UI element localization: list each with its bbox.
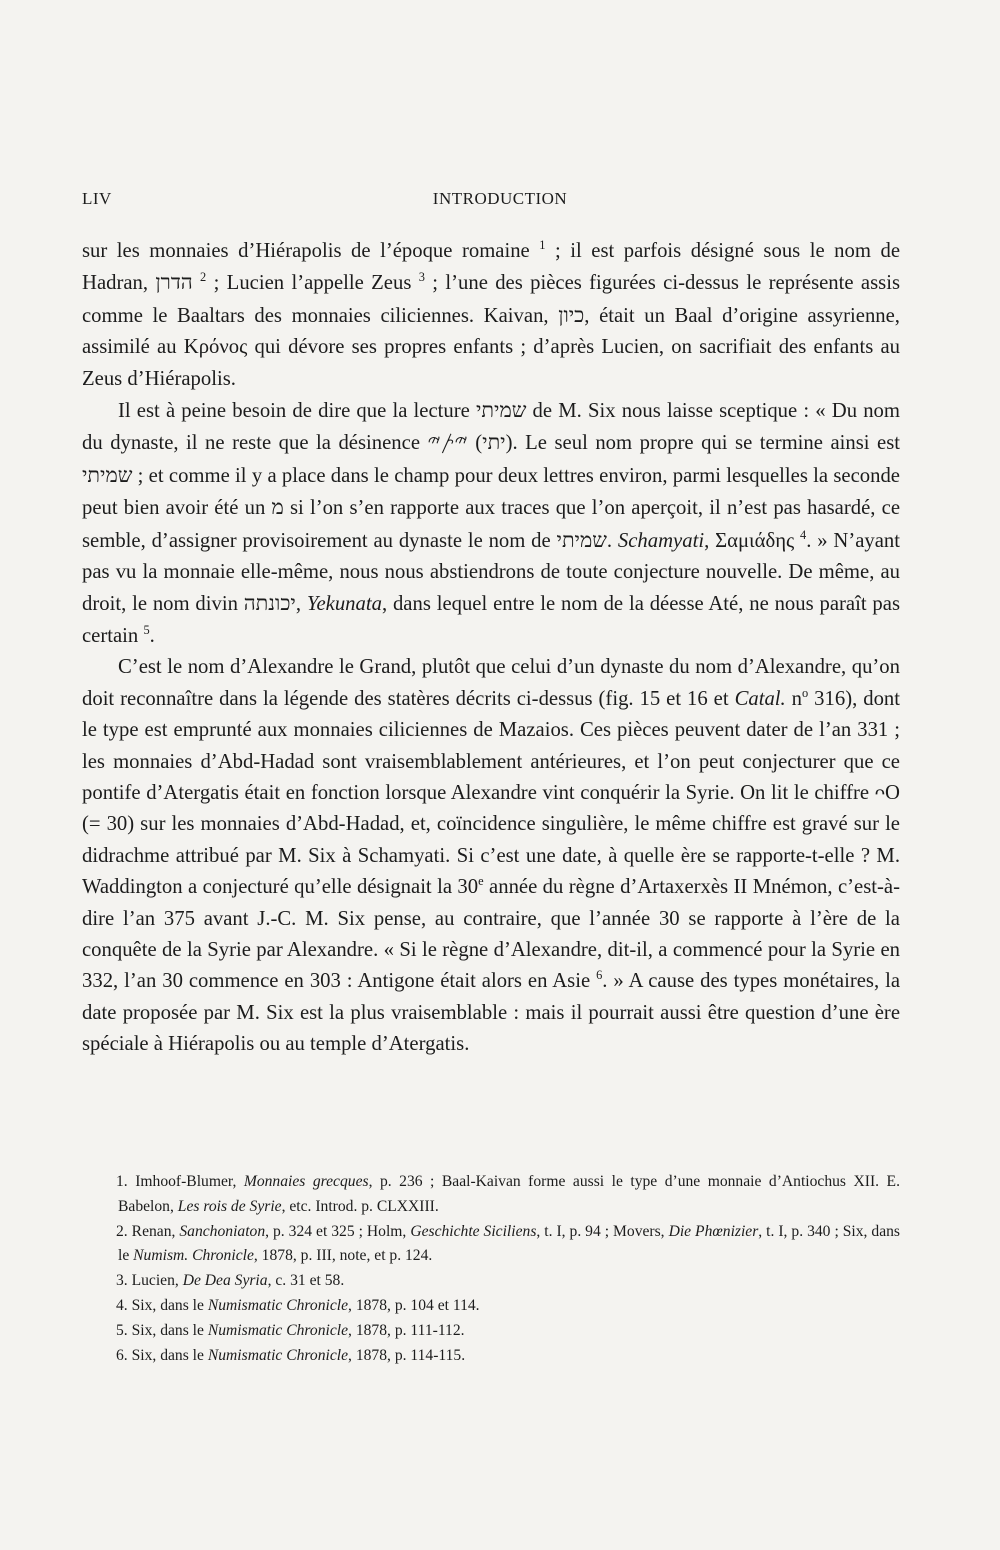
footnote-1: 1. Imhoof-Blumer, Monnaies grecques, p. 236 ; Baal-Kaivan forme aussi le type d’une monnaie d’Antiochus XII. E. Babelon, Les rois de Syrie, etc. Introd. p. CLXXIII.	[116, 1173, 900, 1215]
paragraph-3: C’est le nom d’Alexandre le Grand, plutôt que celui d’un dynaste du nom d’Alexandre, qu’on doit reconnaître dans la légende des statères décrits ci-dessus (fig. 15 et 16 et Catal. $n^o$ 316), dont le type est emprunté aux monnaies ciliciennes de Mazaios. Ces pièces peuvent dater de l’an 331 ; les monnaies d’Abd-Hadad sont vraisemblablement antérieures, et l’on peut conjecturer que ce pontife d’Atergatis était en fonction lorsque Alexandre vint conquérir la Syrie. On lit le chiffre ᴖO (= 30) sur les monnaies d’Abd-Hadad, et, coïncidence singulière, le même chiffre est gravé sur le didrachme attribué par M. Six à Schamyati. Si c’est une date, à quelle ère se rapporte-t-elle ? M. Waddington a conjecturé qu’elle désignait la 30e année du règne d’Artaxerxès II Mnémon, c’est-à-dire l’an 375 avant J.-C. M. Six pense, au contraire, que l’année 30 se rapporte à l’ère de la conquête de la Syrie par Alexandre. « Si le règne d’Alexandre, dit-il, a commencé pour la Syrie en 332, l’an 30 commence en 303 : Antigone était alors en Asie $^6$. » A cause des types monétaires, la date proposée par M. Six est la plus vraisemblable : mais il pourrait aussi être question d’une ère spéciale à Hiérapolis ou au temple d’Atergatis.	[82, 656, 901, 1056]
page-number: LIV	[82, 189, 112, 208]
footnote-6: 6. Six, dans le Numismatic Chronicle, 1878, p. 114-115.	[116, 1346, 466, 1364]
main-text	[82, 236, 900, 1061]
footnote-3: 3. Lucien, De Dea Syria, c. 31 et 58.	[116, 1272, 345, 1290]
page-header	[82, 189, 918, 215]
footnote-5: 5. Six, dans le Numismatic Chronicle, 1878, p. 111-112.	[116, 1321, 465, 1339]
footnotes	[82, 1170, 900, 1368]
footnote-2: 2. Renan, Sanchoniaton, p. 324 et 325 ; Holm, Geschichte Siciliens, t. I, p. 94 ; Movers, Die Phœnizier, t. I, p. 340 ; Six, dans le Numism. Chronicle, 1878, p. III, note, et p. 124.	[116, 1222, 900, 1265]
paragraph-1: sur les monnaies d’Hiérapolis de l’époque romaine $^1$ ; il est parfois désigné sous le nom de Hadran, הדרן $^2$ ; Lucien l’appelle Zeus $^3$ ; l’une des pièces figurées ci-dessus le représente assis comme le Baaltars des monnaies ciliciennes. Kaivan, כיון, était un Baal d’origine assyrienne, assimilé au Κρόνος qui dévore ses propres enfants ; d’après Lucien, on sacrifiait des enfants au Zeus d’Hiérapolis.	[82, 238, 901, 390]
paragraph-2: Il est à peine besoin de dire que la lecture שמיתי de M. Six nous laisse sceptique : « Du nom du dynaste, il ne reste que la désinence 𐤉𐤕𐤉 (יתי). Le seul nom propre qui se termine ainsi est שמיתי ; et comme il y a place dans le champ pour deux lettres environ, parmi lesquelles la seconde peut bien avoir été un מ si l’on s’en rapporte aux traces que l’on aperçoit, il n’est pas hasardé, ce semble, d’assigner provisoirement au dynaste le nom de שמיתי. Schamyati, Σαμιάδης $^4$. » N’ayant pas vu la monnaie elle-même, nous nous abstiendrons de toute conjecture nouvelle. De même, au droit, le nom divin יכונתה, Yekunata, dans lequel entre le nom de la déesse Até, ne nous paraît pas certain $^5$.	[82, 398, 901, 647]
footnote-4: 4. Six, dans le Numismatic Chronicle, 1878, p. 104 et 114.	[116, 1296, 480, 1314]
running-title: INTRODUCTION	[432, 189, 568, 208]
